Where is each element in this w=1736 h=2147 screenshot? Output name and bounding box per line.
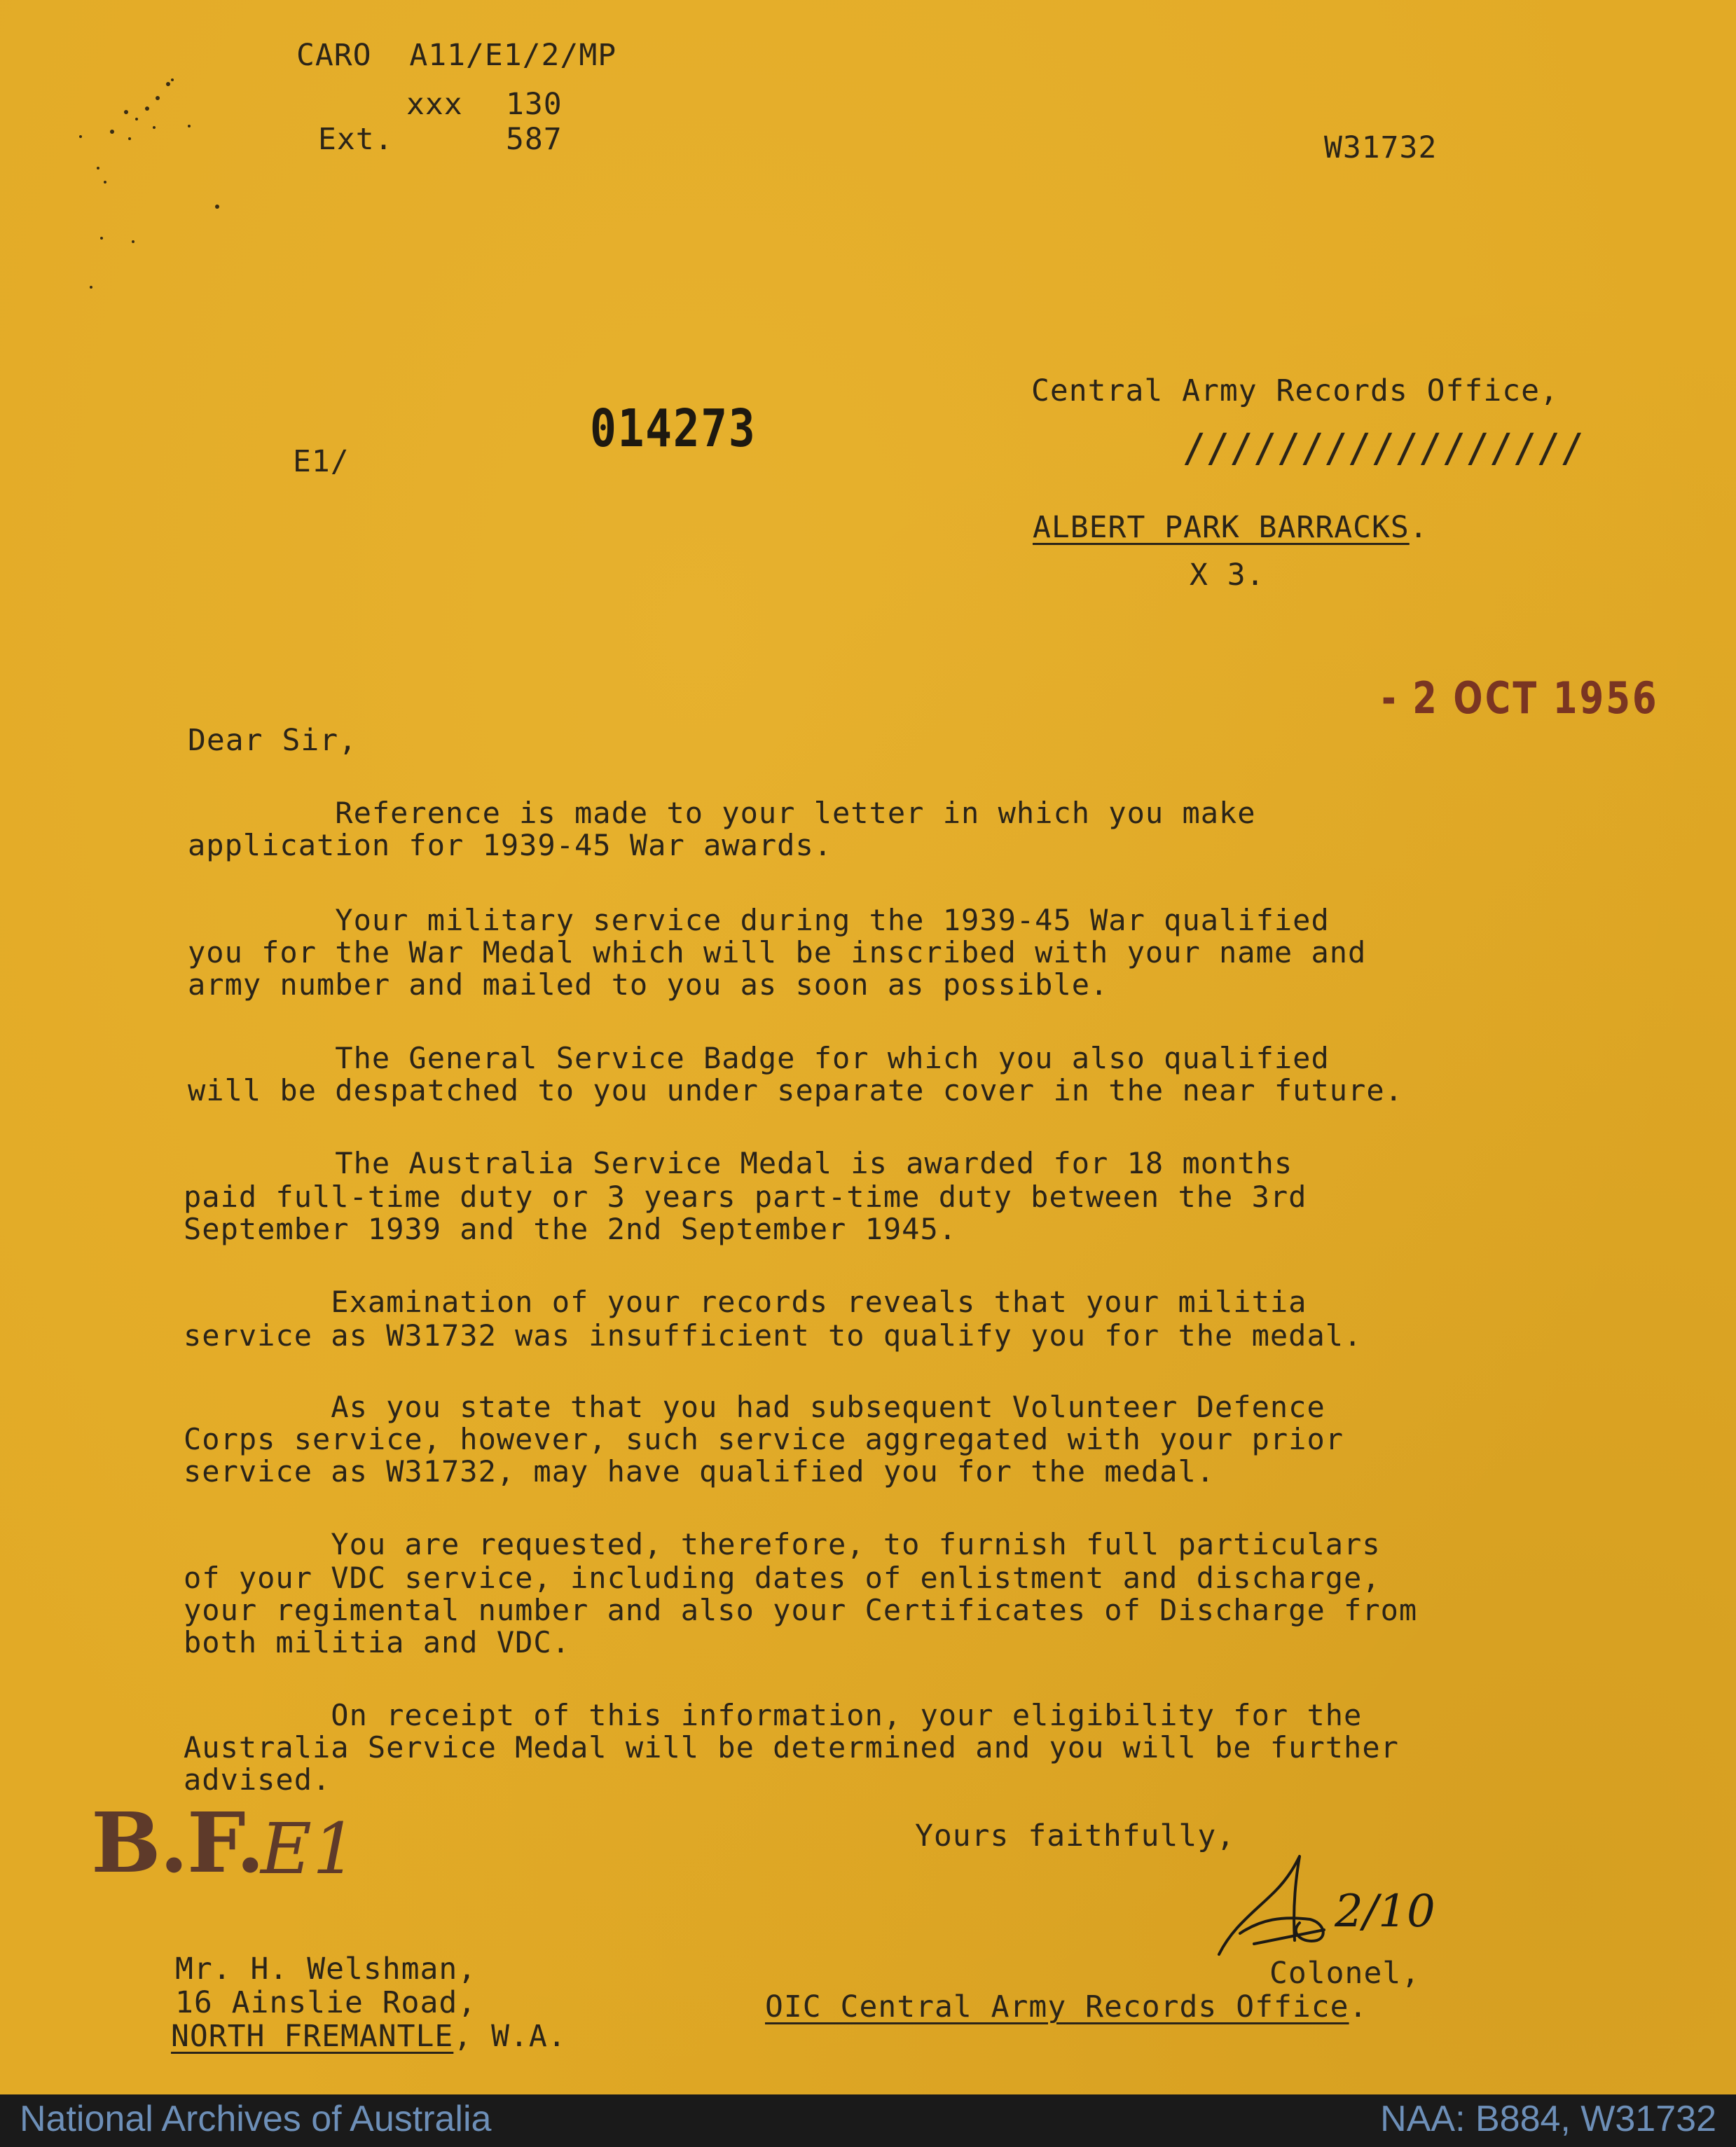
sender-office: Central Army Records Office, (1031, 373, 1559, 408)
para-8-line-2: Australia Service Medal will be determined and you will be further (184, 1730, 1399, 1765)
paper-speckles (70, 70, 301, 301)
archive-citation: NAA: B884, W31732 (1380, 2099, 1716, 2139)
reference-prefix: E1/ (293, 444, 350, 479)
para-6-line-2: Corps service, however, such service aggregated with your prior (184, 1422, 1344, 1456)
para-7-line-3: your regimental number and also your Certificates of Discharge from (184, 1593, 1418, 1627)
para-8-line-1: On receipt of this information, your eligibility for the (184, 1698, 1363, 1732)
para-2-line-1: Your military service during the 1939-45 War qualified (188, 903, 1330, 937)
signatory-title: OIC Central Army Records Office (765, 1989, 1349, 2024)
para-6-line-3: service as W31732, may have qualified you for the medal. (184, 1454, 1215, 1489)
service-number: W31732 (1324, 130, 1438, 165)
para-6-line-1: As you state that you had subsequent Volunteer Defence (184, 1390, 1325, 1424)
tel-label: xxx (406, 87, 463, 122)
para-5-line-1: Examination of your records reveals that your militia (184, 1285, 1307, 1319)
para-4-line-3: September 1939 and the 2nd September 1945. (184, 1212, 958, 1246)
para-3-line-1: The General Service Badge for which you also qualified (188, 1041, 1330, 1075)
bf-handwritten: E1 (261, 1808, 358, 1890)
signatory-title-period: . (1349, 1989, 1368, 2024)
para-7-line-2: of your VDC service, including dates of enlistment and discharge, (184, 1561, 1381, 1595)
para-2-line-3: army number and mailed to you as soon as possible. (188, 967, 1109, 1002)
para-3-line-2: will be despatched to you under separate cover in the near future. (188, 1073, 1403, 1107)
para-5-line-2: service as W31732 was insufficient to qualify you for the medal. (184, 1318, 1363, 1353)
sender-barracks-line (1033, 510, 1428, 545)
para-4-line-1: The Australia Service Medal is awarded for 18 months (188, 1146, 1293, 1180)
sender-barracks-period: . (1409, 510, 1428, 545)
recipient-street: 16 Ainslie Road, (175, 1985, 477, 2020)
ext-number: 587 (506, 122, 563, 157)
signatory-title-line (765, 1989, 1368, 2024)
sender-postcode: X 3. (1190, 558, 1265, 593)
signature-date: 2/10 (1335, 1886, 1435, 1938)
sender-barracks: ALBERT PARK BARRACKS (1033, 510, 1410, 545)
file-reference: CARO A11/E1/2/MP (296, 38, 617, 73)
para-8-line-3: advised. (184, 1762, 331, 1797)
bf-stamp: B.F. (91, 1794, 263, 1891)
address-slashes: ///////////////// (1183, 426, 1585, 471)
salutation: Dear Sir, (188, 723, 357, 758)
recipient-name: Mr. H. Welshman, (175, 1952, 477, 1987)
reference-number: 014273 (590, 399, 757, 459)
recipient-state: , W.A. (453, 2019, 567, 2054)
para-7-line-1: You are requested, therefore, to furnish full particulars (184, 1527, 1381, 1561)
para-4-line-2: paid full-time duty or 3 years part-time duty between the 3rd (184, 1180, 1307, 1214)
recipient-town-line (171, 2019, 567, 2054)
closing: Yours faithfully, (915, 1818, 1236, 1853)
recipient-town: NORTH FREMANTLE (171, 2019, 454, 2054)
tel-number: 130 (506, 87, 563, 122)
para-7-line-4: both militia and VDC. (184, 1625, 571, 1659)
signatory-rank: Colonel, (1269, 1956, 1421, 1991)
archive-credit: National Archives of Australia (20, 2099, 492, 2139)
para-1-line-1: Reference is made to your letter in which you make (188, 796, 1256, 830)
ext-label: Ext. (318, 122, 394, 157)
date-stamp: - 2 OCT 1956 (1382, 672, 1659, 724)
signature (1212, 1849, 1443, 1968)
para-1-line-2: application for 1939-45 War awards. (188, 828, 833, 862)
para-2-line-2: you for the War Medal which will be inscribed with your name and (188, 935, 1367, 969)
